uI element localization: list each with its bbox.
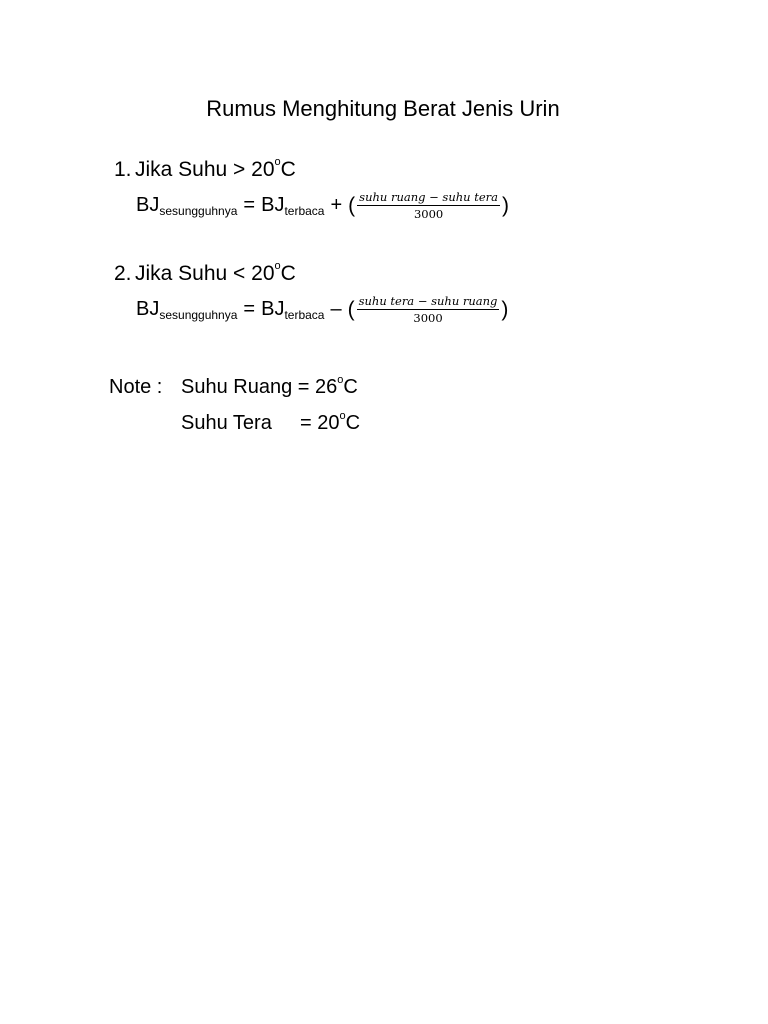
note-value: = 26 bbox=[297, 376, 338, 398]
open-paren: ( bbox=[347, 297, 355, 321]
unit: C bbox=[343, 376, 358, 398]
note-name: Suhu Ruang bbox=[181, 376, 293, 398]
equals-sign: = bbox=[243, 194, 256, 216]
fraction-numerator: suhu ruang − suhu tera bbox=[359, 190, 498, 204]
degree-sign: o bbox=[337, 374, 344, 386]
note-name: Suhu Tera bbox=[181, 412, 272, 434]
bj-read: BJ bbox=[261, 194, 285, 216]
degree-sign: o bbox=[339, 410, 346, 422]
fraction bbox=[357, 190, 500, 221]
open-paren: ( bbox=[348, 193, 356, 217]
condition-text: Jika Suhu < 20 bbox=[135, 262, 275, 285]
minus-sign: – bbox=[330, 298, 342, 320]
bj-actual: BJ bbox=[136, 194, 160, 216]
plus-sign: + bbox=[330, 194, 343, 216]
item-number: 1. bbox=[114, 158, 132, 181]
page-title: Rumus Menghitung Berat Jenis Urin bbox=[206, 96, 560, 121]
bj-read-subscript: terbaca bbox=[284, 203, 325, 218]
condition-heading-2 bbox=[114, 262, 296, 286]
close-paren: ) bbox=[501, 297, 509, 321]
unit: C bbox=[280, 262, 296, 285]
bj-actual: BJ bbox=[136, 298, 160, 320]
unit: C bbox=[345, 412, 361, 434]
note-label: Note : bbox=[109, 376, 163, 398]
bj-read: BJ bbox=[261, 298, 285, 320]
fraction-numerator: suhu tera − suhu ruang bbox=[358, 294, 498, 308]
formula-1 bbox=[136, 190, 509, 221]
note-value: = 20 bbox=[300, 412, 340, 434]
fraction-denominator: 3000 bbox=[413, 311, 443, 325]
degree-sign: o bbox=[274, 260, 281, 272]
unit: C bbox=[280, 158, 296, 181]
fraction bbox=[357, 294, 500, 325]
condition-text: Jika Suhu > 20 bbox=[135, 158, 275, 181]
fraction-denominator: 3000 bbox=[413, 207, 444, 221]
note-line-calibration-temp bbox=[181, 412, 360, 435]
formula-2 bbox=[136, 294, 508, 325]
bj-actual-subscript: sesungguhnya bbox=[159, 307, 238, 322]
note-line-room-temp bbox=[181, 376, 358, 399]
equals-sign: = bbox=[243, 298, 256, 320]
condition-heading-1 bbox=[114, 158, 296, 182]
degree-sign: o bbox=[274, 156, 281, 168]
bj-actual-subscript: sesungguhnya bbox=[159, 203, 238, 218]
bj-read-subscript: terbaca bbox=[284, 307, 325, 322]
item-number: 2. bbox=[114, 262, 132, 285]
close-paren: ) bbox=[501, 193, 509, 217]
